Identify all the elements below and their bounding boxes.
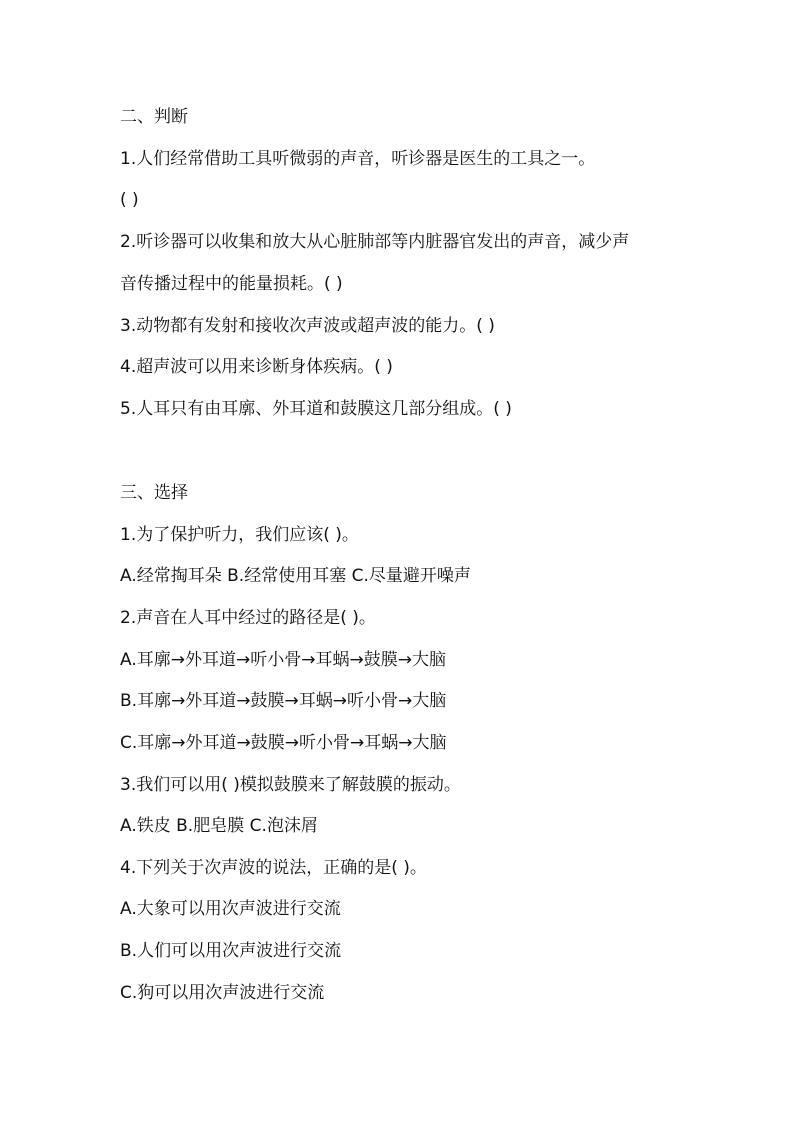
choice-question-3-options: A.铁皮 B.肥皂膜 C.泡沫屑 (120, 816, 318, 836)
judgement-item-5: 5.人耳只有由耳廓、外耳道和鼓膜这几部分组成。( ) (120, 399, 512, 419)
choice-question-2-option-b: B.耳廓→外耳道→鼓膜→耳蜗→听小骨→大脑 (120, 691, 447, 711)
section-heading-judgement: 二、判断 (120, 107, 188, 127)
choice-question-4-stem: 4.下列关于次声波的说法，正确的是( )。 (120, 858, 427, 878)
judgement-item-2-line-2: 音传播过程中的能量损耗。( ) (120, 274, 343, 294)
section-heading-choice: 三、选择 (120, 483, 188, 503)
judgement-item-2-line-1: 2.听诊器可以收集和放大从心脏肺部等内脏器官发出的声音，减少声 (120, 232, 630, 252)
choice-question-1-options: A.经常掏耳朵 B.经常使用耳塞 C.尽量避开噪声 (120, 566, 471, 586)
choice-question-4-option-c: C.狗可以用次声波进行交流 (120, 983, 325, 1003)
choice-question-2-option-c: C.耳廓→外耳道→鼓膜→听小骨→耳蜗→大脑 (120, 733, 447, 753)
choice-question-3-stem: 3.我们可以用( )模拟鼓膜来了解鼓膜的振动。 (120, 775, 461, 795)
choice-question-1-stem: 1.为了保护听力，我们应该( )。 (120, 525, 359, 545)
judgement-item-1-line-2: ( ) (120, 190, 139, 210)
judgement-item-4: 4.超声波可以用来诊断身体疾病。( ) (120, 357, 393, 377)
judgement-item-3: 3.动物都有发射和接收次声波或超声波的能力。( ) (120, 316, 495, 336)
choice-question-2-option-a: A.耳廓→外耳道→听小骨→耳蜗→鼓膜→大脑 (120, 650, 446, 670)
choice-question-2-stem: 2.声音在人耳中经过的路径是( )。 (120, 608, 376, 628)
choice-question-4-option-b: B.人们可以用次声波进行交流 (120, 941, 342, 961)
judgement-item-1-line-1: 1.人们经常借助工具听微弱的声音，听诊器是医生的工具之一。 (120, 149, 596, 169)
choice-question-4-option-a: A.大象可以用次声波进行交流 (120, 899, 341, 919)
